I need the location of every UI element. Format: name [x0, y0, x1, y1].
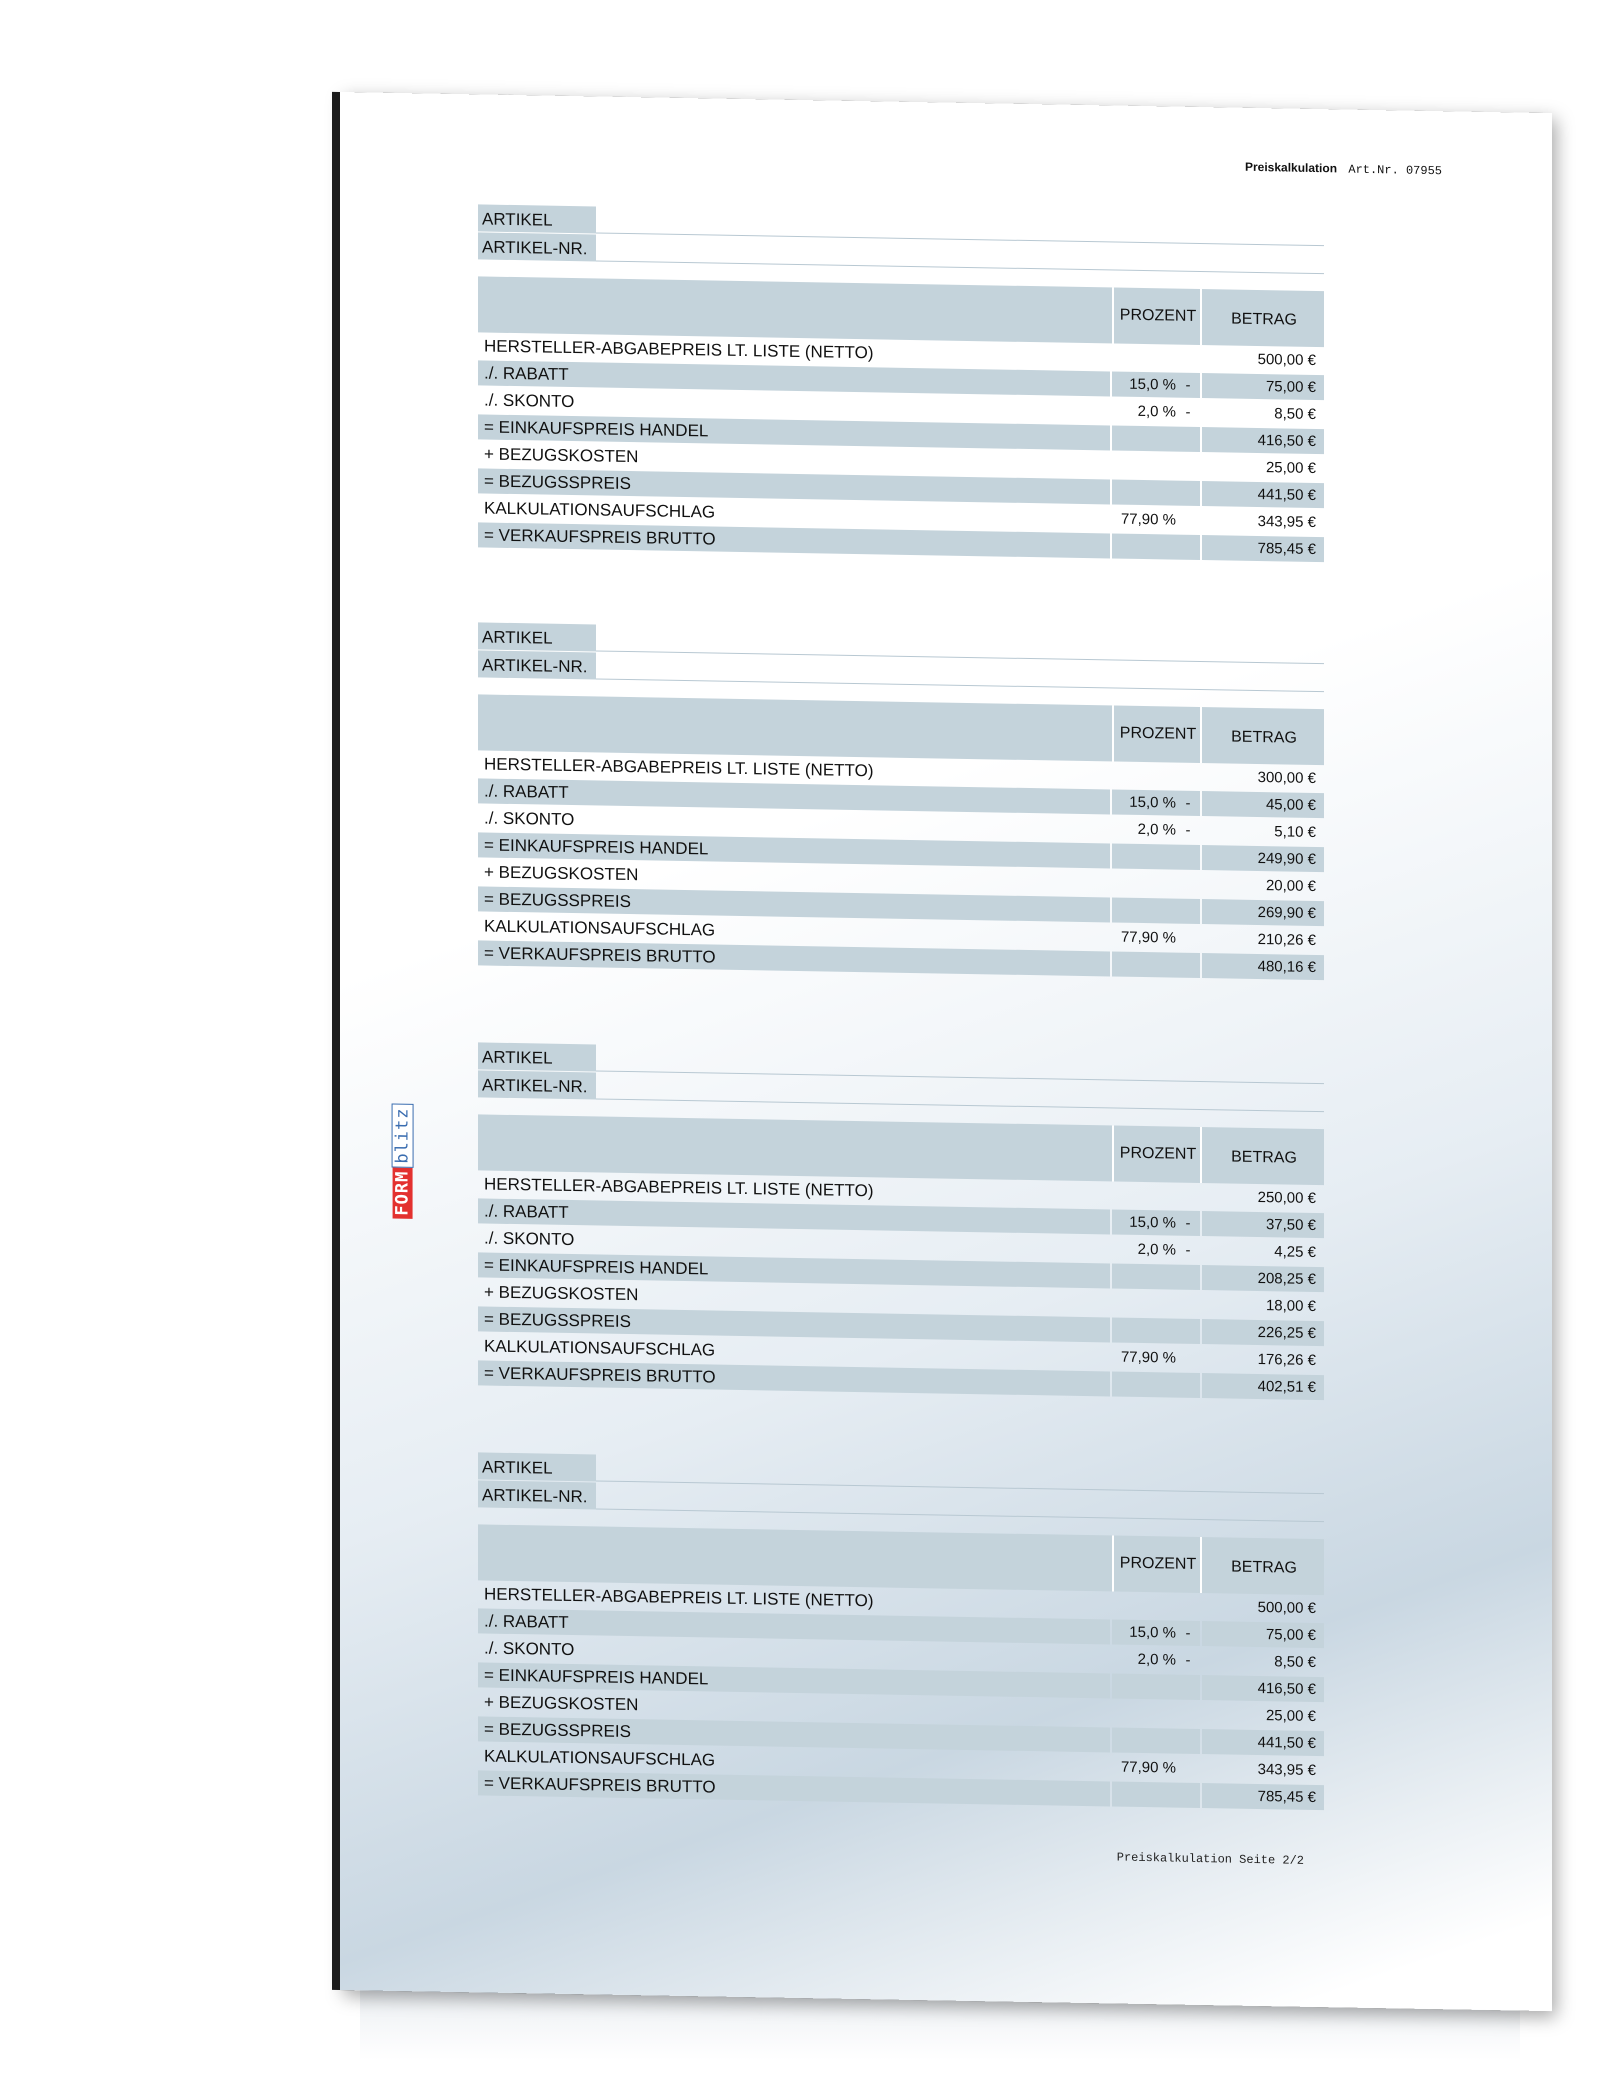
calc-block	[478, 204, 1324, 563]
column-header-prozent: PROZENT	[1112, 1125, 1202, 1183]
row-sign	[1176, 346, 1200, 371]
row-sign: -	[1176, 1211, 1200, 1236]
row-amount: 75,00 €	[1202, 1621, 1324, 1648]
row-amount: 416,50 €	[1202, 427, 1324, 454]
column-header-betrag: BETRAG	[1200, 1127, 1326, 1185]
artikel-nr-label: ARTIKEL-NR.	[478, 232, 596, 261]
column-header-betrag: BETRAG	[1200, 1537, 1326, 1595]
row-percent	[1112, 951, 1176, 977]
row-sign	[1176, 1594, 1200, 1619]
row-amount: 210,26 €	[1257, 931, 1316, 950]
row-percent: 77,90 %	[1120, 1758, 1176, 1777]
row-percent	[1112, 870, 1176, 896]
row-label: HERSTELLER-ABGABEPREIS LT. LISTE (NETTO)	[484, 336, 874, 363]
row-sign	[1176, 427, 1200, 452]
row-amount: 208,25 €	[1202, 1265, 1324, 1292]
row-amount: 402,51 €	[1202, 1373, 1324, 1400]
row-sign: -	[1185, 821, 1191, 839]
row-label: ./. RABATT	[478, 360, 1110, 396]
row-label: KALKULATIONSAUFSCHLAG	[484, 498, 716, 522]
row-label: = BEZUGSSPREIS	[478, 1716, 1110, 1752]
row-percent	[1112, 452, 1176, 478]
page-footer: Preiskalkulation Seite 2/2	[1116, 1850, 1304, 1868]
row-percent	[1112, 425, 1176, 451]
row-amount: 300,00 €	[1257, 769, 1316, 788]
row-amount: 249,90 €	[1202, 845, 1324, 872]
row-sign	[1176, 508, 1200, 533]
row-label: HERSTELLER-ABGABEPREIS LT. LISTE (NETTO)	[484, 1174, 874, 1201]
row-sign	[1176, 1756, 1200, 1781]
row-sign	[1176, 953, 1200, 978]
column-header-prozent: PROZENT	[1112, 287, 1202, 345]
row-percent	[1112, 1182, 1176, 1208]
row-amount: 25,00 €	[1265, 459, 1316, 478]
row-amount: 4,25 €	[1274, 1243, 1316, 1262]
artikel-label: ARTIKEL	[478, 204, 596, 233]
row-label: + BEZUGSKOSTEN	[484, 1692, 639, 1715]
header-title: Preiskalkulation	[1244, 159, 1338, 176]
row-label: = EINKAUFSPREIS HANDEL	[478, 1662, 1110, 1698]
calc-block	[478, 1452, 1324, 1811]
row-label: + BEZUGSKOSTEN	[484, 444, 639, 467]
artikel-label: ARTIKEL	[478, 1042, 596, 1071]
row-sign	[1176, 1783, 1200, 1808]
row-label: HERSTELLER-ABGABEPREIS LT. LISTE (NETTO)	[484, 1584, 874, 1611]
row-percent: 2,0 %	[1137, 402, 1176, 421]
row-amount: 343,95 €	[1257, 513, 1316, 532]
row-amount: 269,90 €	[1202, 899, 1324, 926]
row-amount: 480,16 €	[1202, 953, 1324, 980]
row-percent	[1112, 1371, 1176, 1397]
row-amount: 45,00 €	[1202, 791, 1324, 818]
row-label: = EINKAUFSPREIS HANDEL	[478, 832, 1110, 868]
artikel-label: ARTIKEL	[478, 622, 596, 651]
row-amount: 441,50 €	[1202, 481, 1324, 508]
row-percent: 77,90 %	[1120, 510, 1176, 529]
document-page	[340, 92, 1552, 2011]
row-sign	[1176, 764, 1200, 789]
row-percent: 77,90 %	[1120, 1348, 1176, 1367]
row-label: ./. SKONTO	[484, 808, 575, 830]
row-percent	[1112, 1592, 1176, 1618]
row-sign	[1176, 872, 1200, 897]
row-label: ./. SKONTO	[484, 1638, 575, 1660]
artikel-nr-label: ARTIKEL-NR.	[478, 1480, 596, 1509]
header-art-nr: Art.Nr. 07955	[1348, 162, 1442, 179]
row-label: ./. RABATT	[478, 1608, 1110, 1644]
row-amount: 226,25 €	[1202, 1319, 1324, 1346]
page-header	[1245, 160, 1442, 178]
row-percent	[1112, 1317, 1176, 1343]
row-amount: 25,00 €	[1265, 1707, 1316, 1726]
row-percent	[1112, 1700, 1176, 1726]
artikel-nr-label: ARTIKEL-NR.	[478, 1070, 596, 1099]
row-percent: 77,90 %	[1120, 928, 1176, 947]
row-amount: 8,50 €	[1274, 1653, 1316, 1672]
row-percent	[1112, 344, 1176, 370]
row-label: ./. SKONTO	[484, 1228, 575, 1250]
row-percent: 2,0 %	[1137, 1650, 1176, 1669]
row-percent	[1112, 479, 1176, 505]
row-amount: 5,10 €	[1274, 823, 1316, 842]
row-label: + BEZUGSKOSTEN	[484, 1282, 639, 1305]
row-label: HERSTELLER-ABGABEPREIS LT. LISTE (NETTO)	[484, 754, 874, 781]
row-sign	[1176, 899, 1200, 924]
column-header-prozent: PROZENT	[1112, 1535, 1202, 1593]
row-sign: -	[1185, 1651, 1191, 1669]
row-percent	[1112, 897, 1176, 923]
calc-block	[478, 622, 1324, 981]
row-sign	[1176, 1265, 1200, 1290]
row-label: = VERKAUFSPREIS BRUTTO	[478, 940, 1110, 976]
row-amount: 75,00 €	[1202, 373, 1324, 400]
row-label: = BEZUGSSPREIS	[478, 886, 1110, 922]
row-sign	[1176, 1702, 1200, 1727]
row-sign	[1176, 1373, 1200, 1398]
row-label: = VERKAUFSPREIS BRUTTO	[478, 1360, 1110, 1396]
row-label: = VERKAUFSPREIS BRUTTO	[478, 522, 1110, 558]
row-sign	[1176, 1292, 1200, 1317]
row-label: = EINKAUFSPREIS HANDEL	[478, 414, 1110, 450]
row-percent	[1112, 762, 1176, 788]
row-label: KALKULATIONSAUFSCHLAG	[484, 1336, 716, 1360]
row-amount: 176,26 €	[1257, 1351, 1316, 1370]
row-label: = EINKAUFSPREIS HANDEL	[478, 1252, 1110, 1288]
row-sign: -	[1176, 791, 1200, 816]
row-sign	[1176, 1184, 1200, 1209]
row-label: = VERKAUFSPREIS BRUTTO	[478, 1770, 1110, 1806]
row-amount: 8,50 €	[1274, 405, 1316, 424]
row-label: + BEZUGSKOSTEN	[484, 862, 639, 885]
row-sign	[1176, 845, 1200, 870]
row-sign	[1176, 1675, 1200, 1700]
row-amount: 416,50 €	[1202, 1675, 1324, 1702]
row-percent	[1112, 1781, 1176, 1807]
row-percent: 15,0 %	[1112, 789, 1176, 815]
row-sign	[1176, 926, 1200, 951]
artikel-nr-label: ARTIKEL-NR.	[478, 650, 596, 679]
row-label: = BEZUGSSPREIS	[478, 1306, 1110, 1342]
row-sign: -	[1176, 1621, 1200, 1646]
row-amount: 785,45 €	[1202, 535, 1324, 562]
row-label: KALKULATIONSAUFSCHLAG	[484, 1746, 716, 1770]
row-percent	[1112, 533, 1176, 559]
logo-blitz: blitz	[392, 1103, 414, 1168]
row-sign: -	[1185, 403, 1191, 421]
row-sign	[1176, 1319, 1200, 1344]
row-amount: 343,95 €	[1257, 1761, 1316, 1780]
row-sign	[1176, 1729, 1200, 1754]
logo-form: FORM	[393, 1168, 413, 1219]
row-sign	[1176, 1346, 1200, 1371]
row-sign: -	[1176, 373, 1200, 398]
row-sign	[1176, 481, 1200, 506]
row-percent	[1112, 843, 1176, 869]
column-header-betrag: BETRAG	[1200, 707, 1326, 765]
row-amount: 785,45 €	[1202, 1783, 1324, 1810]
row-label: = BEZUGSSPREIS	[478, 468, 1110, 504]
row-percent	[1112, 1290, 1176, 1316]
row-label: ./. SKONTO	[484, 390, 575, 412]
row-sign	[1176, 454, 1200, 479]
row-percent	[1112, 1727, 1176, 1753]
row-amount: 20,00 €	[1265, 877, 1316, 896]
row-amount: 37,50 €	[1202, 1211, 1324, 1238]
row-sign	[1176, 535, 1200, 560]
row-amount: 441,50 €	[1202, 1729, 1324, 1756]
row-percent: 2,0 %	[1137, 1240, 1176, 1259]
row-percent: 2,0 %	[1137, 820, 1176, 839]
row-amount: 18,00 €	[1265, 1297, 1316, 1316]
row-label: KALKULATIONSAUFSCHLAG	[484, 916, 716, 940]
row-amount: 250,00 €	[1257, 1189, 1316, 1208]
row-percent	[1112, 1263, 1176, 1289]
column-header-betrag: BETRAG	[1200, 289, 1326, 347]
row-percent: 15,0 %	[1112, 371, 1176, 397]
row-sign: -	[1185, 1241, 1191, 1259]
row-percent	[1112, 1673, 1176, 1699]
column-header-prozent: PROZENT	[1112, 705, 1202, 763]
artikel-label: ARTIKEL	[478, 1452, 596, 1481]
row-amount: 500,00 €	[1257, 351, 1316, 370]
row-label: ./. RABATT	[478, 778, 1110, 814]
row-percent: 15,0 %	[1112, 1209, 1176, 1235]
formblitz-logo	[392, 1077, 414, 1245]
row-amount: 500,00 €	[1257, 1599, 1316, 1618]
row-percent: 15,0 %	[1112, 1619, 1176, 1645]
row-label: ./. RABATT	[478, 1198, 1110, 1234]
calc-block	[478, 1042, 1324, 1401]
